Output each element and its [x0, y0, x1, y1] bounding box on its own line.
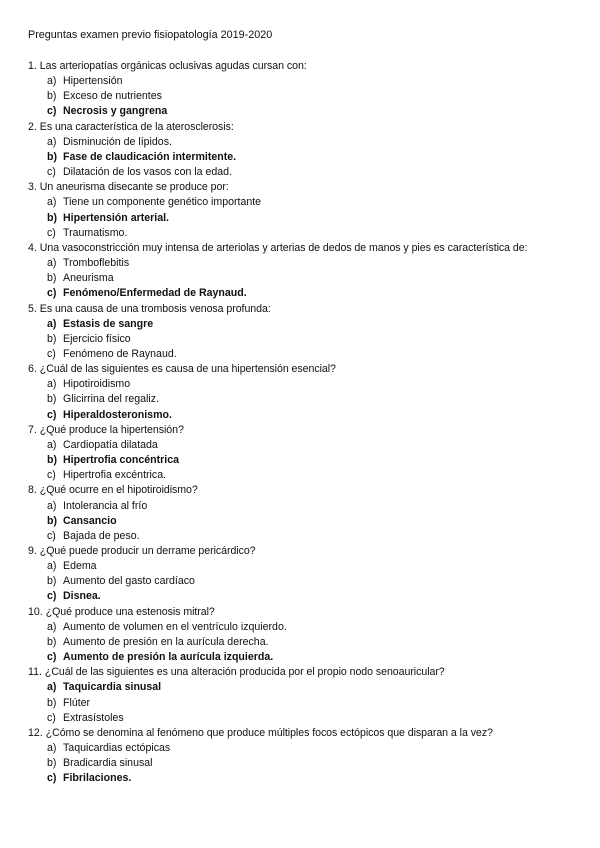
answer-options — [28, 620, 588, 665]
question-number: 7. — [28, 423, 37, 436]
question-text: Las arteriopatías orgánicas oclusivas agudas cursan con: — [39, 60, 307, 72]
question-line — [28, 483, 588, 498]
answer-option-correct — [28, 589, 588, 604]
option-text: Necrosis y gangrena — [63, 105, 168, 118]
answer-option — [28, 135, 588, 150]
option-text: Fibrilaciones. — [63, 772, 132, 785]
option-text: Intolerancia al frío — [63, 499, 148, 512]
question-line — [28, 544, 588, 559]
option-letter: c) — [47, 772, 57, 785]
answer-option — [28, 559, 588, 574]
option-text: Fenómeno de Raynaud. — [63, 347, 177, 360]
option-text: Cansancio — [63, 514, 117, 527]
answer-option-correct — [28, 104, 588, 119]
option-text: Hipertensión arterial. — [63, 211, 169, 224]
question-item — [28, 726, 588, 787]
option-text: Taquicardia sinusal — [63, 681, 162, 694]
question-line — [28, 423, 588, 438]
option-text: Hipertrofia concéntrica — [63, 454, 179, 467]
answer-options — [28, 377, 588, 422]
option-letter: b) — [47, 514, 57, 527]
answer-options — [28, 559, 588, 604]
answer-option — [28, 256, 588, 271]
option-letter: a) — [47, 499, 57, 512]
answer-option-correct — [28, 650, 588, 665]
question-item — [28, 423, 588, 484]
answer-option — [28, 347, 588, 362]
answer-options — [28, 256, 588, 301]
answer-option — [28, 226, 588, 241]
option-text: Bajada de peso. — [63, 529, 140, 542]
answer-option-correct — [28, 286, 588, 301]
question-number: 3. — [28, 181, 37, 194]
option-letter: a) — [47, 75, 57, 88]
option-letter: c) — [47, 408, 57, 421]
option-text: Disminución de lípidos. — [63, 135, 172, 148]
question-line — [28, 120, 588, 135]
question-number: 8. — [28, 484, 37, 497]
option-text: Disnea. — [63, 590, 101, 603]
option-text: Cardiopatía dilatada — [63, 438, 158, 451]
answer-option-correct — [28, 771, 588, 786]
option-letter: c) — [47, 287, 57, 300]
answer-option — [28, 468, 588, 483]
option-text: Hipertrofia excéntrica. — [63, 469, 167, 482]
answer-option — [28, 89, 588, 104]
answer-option — [28, 74, 588, 89]
answer-option-correct — [28, 150, 588, 165]
option-letter: a) — [47, 620, 57, 633]
question-line — [28, 59, 588, 74]
option-text: Taquicardias ectópicas — [63, 742, 171, 755]
answer-option — [28, 696, 588, 711]
question-line — [28, 665, 588, 680]
option-text: Fase de claudicación intermitente. — [63, 150, 237, 163]
answer-options — [28, 135, 588, 180]
answer-option — [28, 377, 588, 392]
option-text: Aumento de volumen en el ventrículo izquierdo. — [63, 620, 287, 633]
question-text: ¿Cuál de las siguientes es causa de una hipertensión esencial? — [39, 363, 336, 376]
option-letter: a) — [47, 317, 57, 330]
question-item — [28, 605, 588, 666]
option-letter: c) — [47, 347, 56, 360]
answer-option — [28, 392, 588, 407]
option-letter: a) — [47, 560, 57, 573]
question-line — [28, 241, 588, 256]
option-text: Aumento de presión en la aurícula derecha. — [63, 635, 269, 648]
question-item — [28, 544, 588, 605]
option-text: Dilatación de los vasos con la edad. — [63, 166, 233, 179]
answer-option-correct — [28, 211, 588, 226]
option-text: Hipertensión — [63, 75, 123, 88]
option-text: Tiene un componente genético importante — [63, 196, 262, 209]
option-text: Hiperaldosteronismo. — [63, 408, 172, 421]
answer-option-correct — [28, 408, 588, 423]
question-line — [28, 726, 588, 741]
question-text: ¿Qué produce la hipertensión? — [39, 423, 184, 436]
question-text: Es una característica de la aterosclerosis: — [39, 120, 234, 133]
option-letter: b) — [47, 575, 57, 588]
option-letter: c) — [47, 711, 56, 724]
question-item — [28, 362, 588, 423]
question-line — [28, 362, 588, 377]
question-text: ¿Cuál de las siguientes es una alteración producida por el propio nodo senoauricular? — [44, 666, 445, 679]
option-text: Edema — [63, 560, 97, 573]
question-line — [28, 180, 588, 195]
answer-option-correct — [28, 680, 588, 695]
option-letter: b) — [47, 211, 57, 224]
question-text: Es una causa de una trombosis venosa profunda: — [39, 302, 271, 315]
question-item — [28, 241, 588, 302]
question-number: 11. — [28, 666, 42, 679]
option-text: Aneurisma — [63, 272, 114, 285]
option-letter: c) — [47, 166, 56, 179]
option-letter: a) — [47, 378, 57, 391]
option-letter: c) — [47, 469, 56, 482]
option-text: Flúter — [63, 696, 91, 709]
option-letter: b) — [47, 332, 57, 345]
option-letter: a) — [47, 257, 57, 270]
question-number: 12. — [28, 726, 43, 739]
question-number: 4. — [28, 241, 37, 254]
question-text: Un aneurisma disecante se produce por: — [39, 181, 229, 194]
option-letter: a) — [47, 742, 57, 755]
question-text: ¿Qué puede producir un derrame pericárdico? — [39, 545, 256, 557]
answer-option-correct — [28, 514, 588, 529]
option-text: Hipotiroidismo — [63, 378, 131, 391]
question-text: ¿Cómo se denomina al fenómeno que produce múltiples focos ectópicos que disparan a la vez? — [45, 726, 493, 739]
answer-option — [28, 574, 588, 589]
option-text: Tromboflebitis — [63, 257, 130, 270]
option-letter: c) — [47, 226, 56, 239]
option-letter: a) — [47, 196, 57, 209]
answer-options — [28, 499, 588, 544]
option-text: Traumatismo. — [63, 226, 128, 239]
question-text: Una vasoconstricción muy intensa de arteriolas y arterias de dedos de manos y pies es característica de: — [39, 241, 528, 254]
option-letter: c) — [47, 529, 56, 542]
option-letter: b) — [47, 150, 57, 163]
option-text: Bradicardia sinusal — [63, 757, 153, 770]
answer-options — [28, 741, 588, 786]
question-line — [28, 302, 588, 317]
answer-options — [28, 195, 588, 240]
option-text: Glicirrina del regaliz. — [63, 393, 159, 406]
answer-options — [28, 680, 588, 725]
option-text: Fenómeno/Enfermedad de Raynaud. — [63, 287, 247, 300]
question-item — [28, 302, 588, 363]
question-item — [28, 59, 588, 120]
question-item — [28, 665, 588, 726]
question-list — [28, 59, 588, 787]
option-letter: c) — [47, 105, 57, 118]
question-number: 10. — [28, 605, 43, 618]
question-number: 5. — [28, 302, 37, 315]
answer-option — [28, 165, 588, 180]
option-letter: a) — [47, 681, 57, 694]
option-text: Aumento de presión la aurícula izquierda. — [63, 651, 274, 664]
option-letter: b) — [47, 696, 57, 709]
option-letter: b) — [47, 272, 57, 285]
option-letter: c) — [47, 590, 57, 603]
question-item — [28, 180, 588, 241]
question-number: 1. — [28, 60, 37, 72]
answer-option-correct — [28, 453, 588, 468]
answer-option — [28, 635, 588, 650]
answer-option — [28, 195, 588, 210]
answer-option — [28, 438, 588, 453]
answer-option — [28, 756, 588, 771]
option-text: Aumento del gasto cardíaco — [63, 575, 195, 588]
answer-option — [28, 271, 588, 286]
question-text: ¿Qué ocurre en el hipotiroidismo? — [39, 484, 198, 497]
answer-option — [28, 620, 588, 635]
answer-option — [28, 711, 588, 726]
question-item — [28, 120, 588, 181]
option-text: Estasis de sangre — [63, 317, 154, 330]
option-letter: b) — [47, 454, 57, 467]
answer-option-correct — [28, 317, 588, 332]
question-text: ¿Qué produce una estenosis mitral? — [45, 605, 215, 618]
question-number: 6. — [28, 363, 37, 376]
answer-options — [28, 317, 588, 362]
question-item — [28, 483, 588, 544]
option-letter: b) — [47, 393, 57, 406]
option-letter: b) — [47, 635, 57, 648]
answer-option — [28, 332, 588, 347]
option-letter: b) — [47, 757, 57, 770]
answer-option — [28, 741, 588, 756]
option-text: Extrasístoles — [63, 711, 124, 724]
answer-option — [28, 529, 588, 544]
question-number: 2. — [28, 120, 37, 133]
option-letter: b) — [47, 90, 57, 103]
option-text: Exceso de nutrientes — [63, 90, 162, 103]
answer-option — [28, 499, 588, 514]
document-title: Preguntas examen previo fisiopatología 2019-2020 — [28, 29, 273, 41]
option-letter: a) — [47, 438, 57, 451]
option-text: Ejercicio físico — [63, 332, 131, 345]
answer-options — [28, 438, 588, 483]
question-number: 9. — [28, 545, 37, 557]
option-letter: c) — [47, 651, 57, 664]
option-letter: a) — [47, 135, 57, 148]
answer-options — [28, 74, 588, 119]
question-line — [28, 605, 588, 620]
